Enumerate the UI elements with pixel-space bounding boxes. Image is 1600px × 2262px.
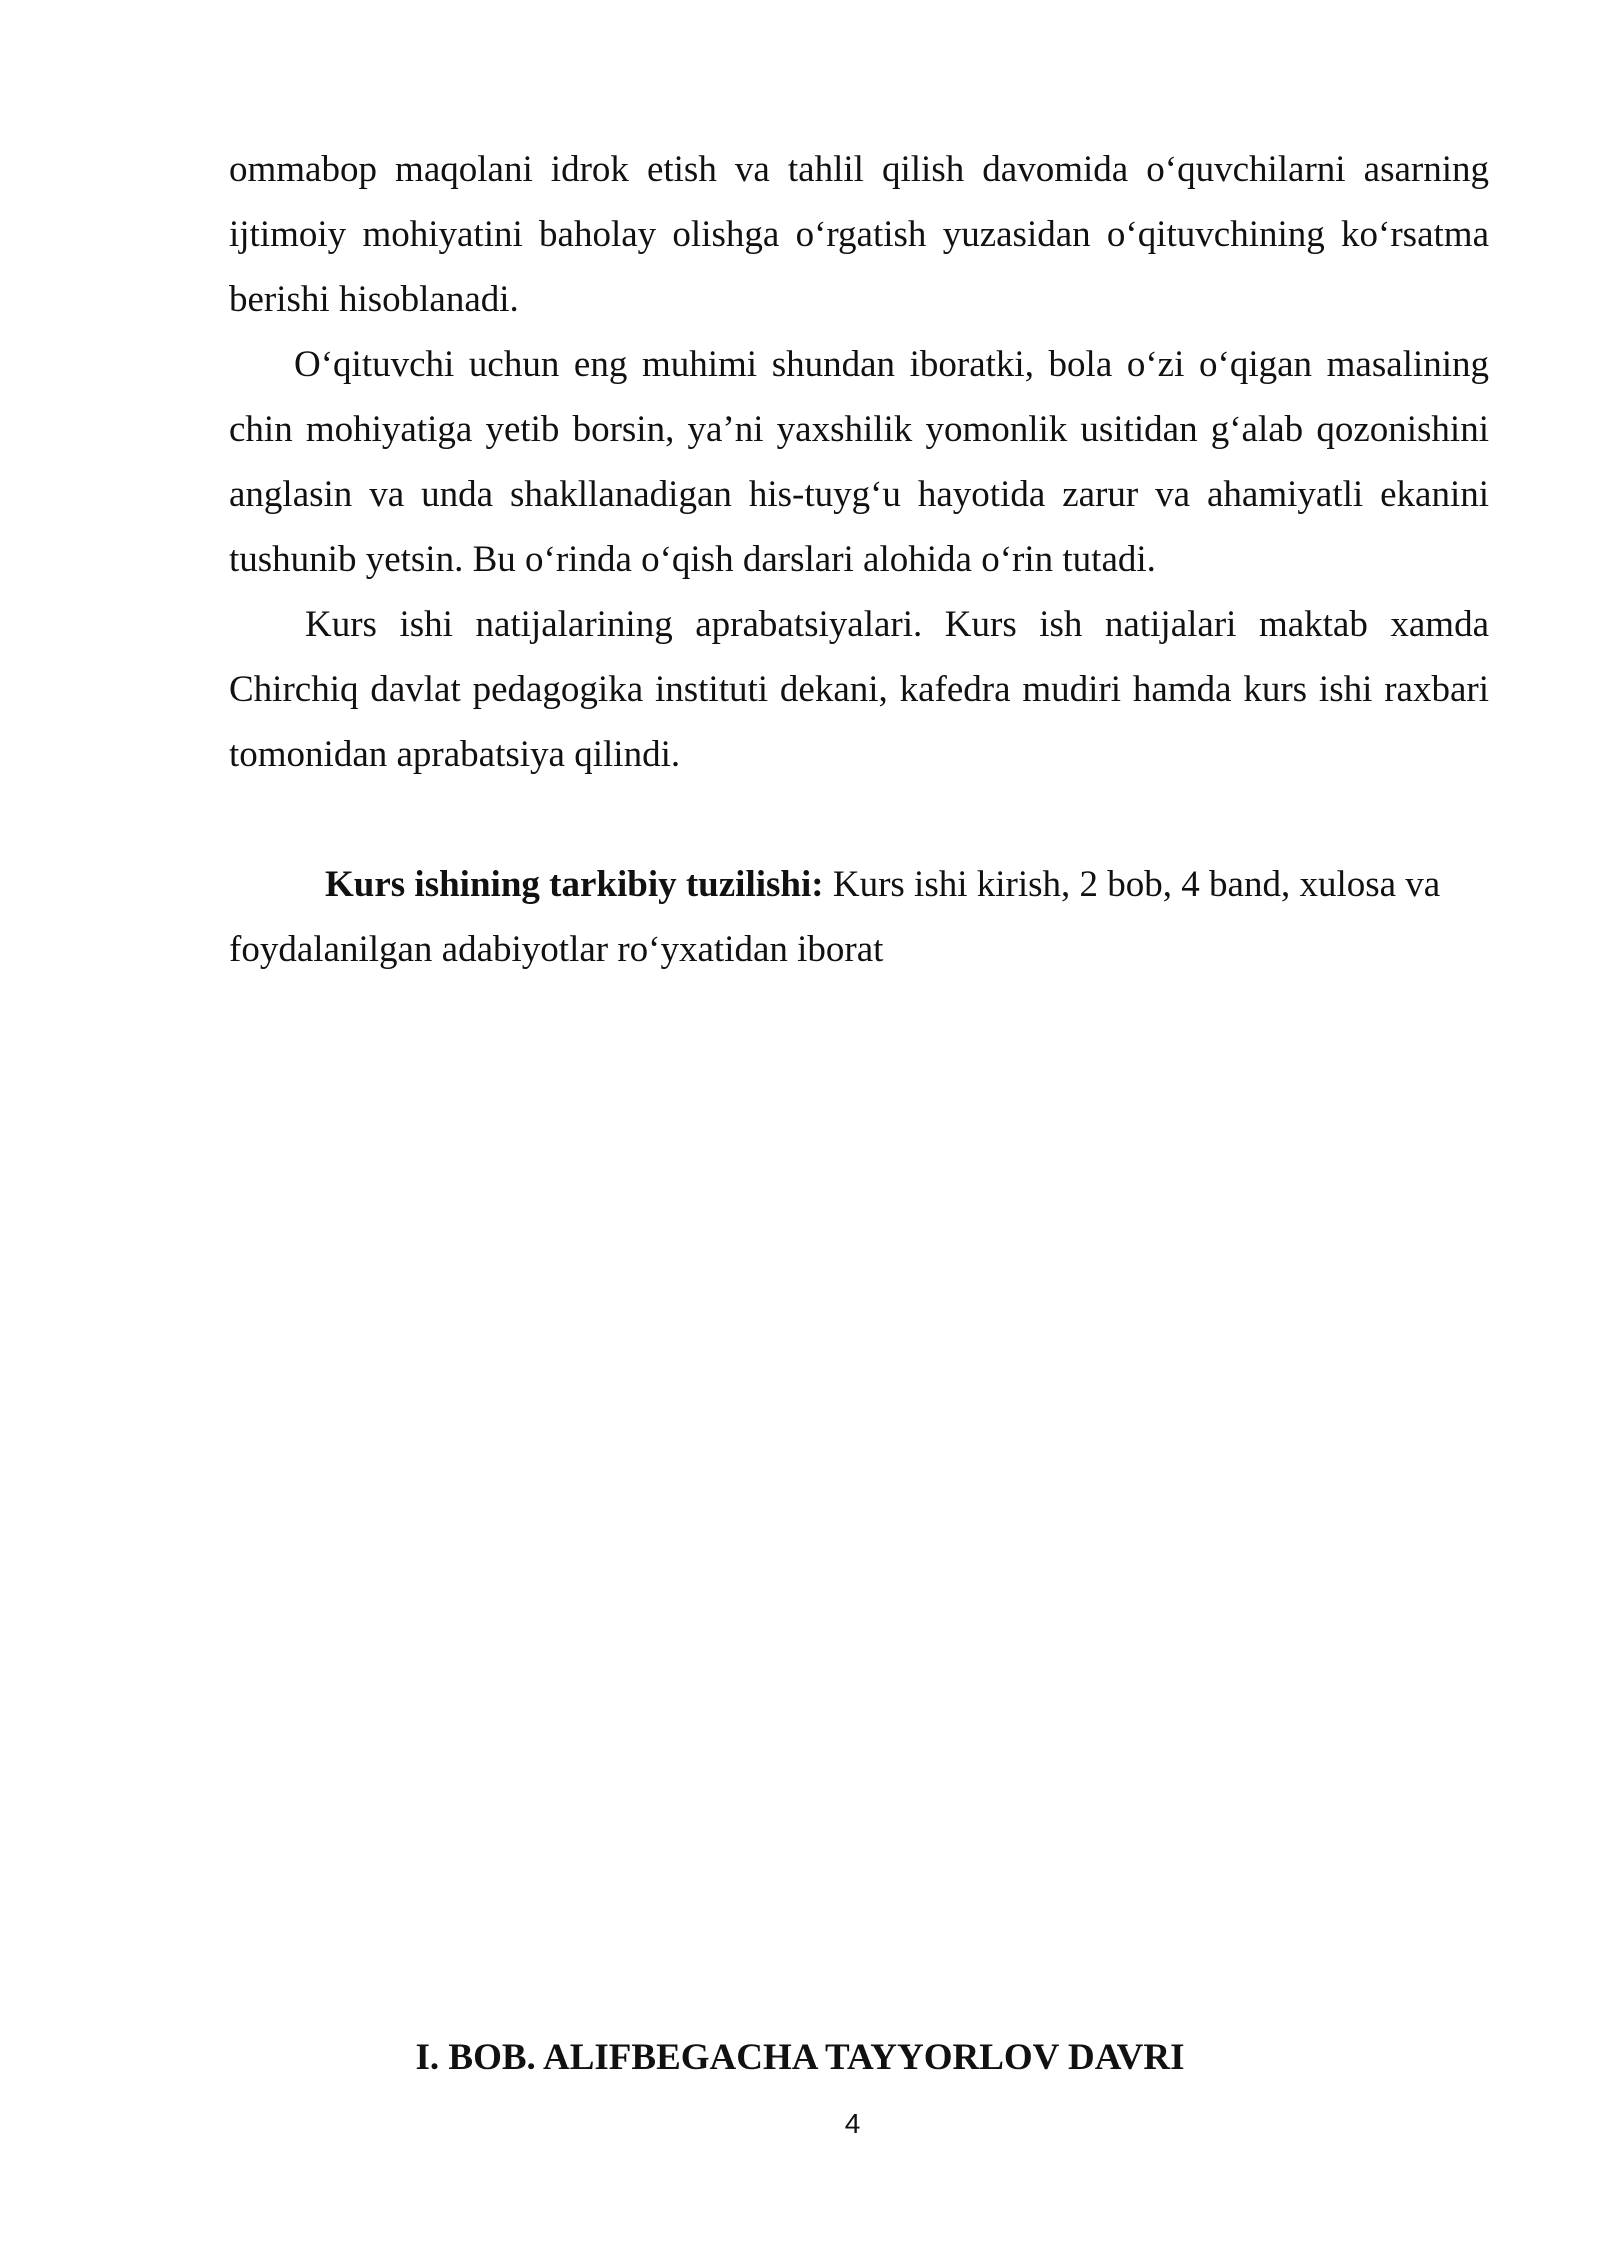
paragraph-teacher-importance: O‘qituvchi uchun eng muhimi shundan iboratki, bola o‘zi o‘qigan masalining chin mohiyatiga yetib borsin, ya’ni yaxshilik yomonlik usitidan g‘alab qozonishini anglasin va unda shakllanadigan his-tuyg‘u hayotida zarur va ahamiyatli ekanini tushunib yetsin. Bu o‘rinda o‘qish darslari alohida o‘rin tutadi. [229, 344, 1489, 580]
paragraph-structure [229, 852, 1489, 982]
structure-label: Kurs ishining tarkibiy tuzilishi: [325, 864, 824, 905]
paragraph-intro-continuation: ommabop maqolani idrok etish va tahlil qilish davomida o‘quvchilarni asarning ijtimoiy mohiyatini baholay olishga o‘rgatish yuzasidan o‘qituvchining ko‘rsatma berishi hisoblanadi. [229, 149, 1489, 320]
page-number: 4 [844, 2108, 861, 2139]
paragraph-approbation: Kurs ishi natijalarining aprabatsiyalari. Kurs ish natijalari maktab xamda Chirchiq davlat pedagogika instituti dekani, kafedra mudiri hamda kurs ishi raxbari tomonidan aprabatsiya qilindi. [229, 604, 1489, 775]
chapter-heading: I. BOB. ALIFBEGACHA TAYYORLOV DAVRI [415, 2037, 1185, 2078]
structure-text: Kurs ishi kirish, 2 bob, 4 band, xulosa va foydalanilgan adabiyotlar ro‘yxatidan iborat [229, 864, 1441, 970]
